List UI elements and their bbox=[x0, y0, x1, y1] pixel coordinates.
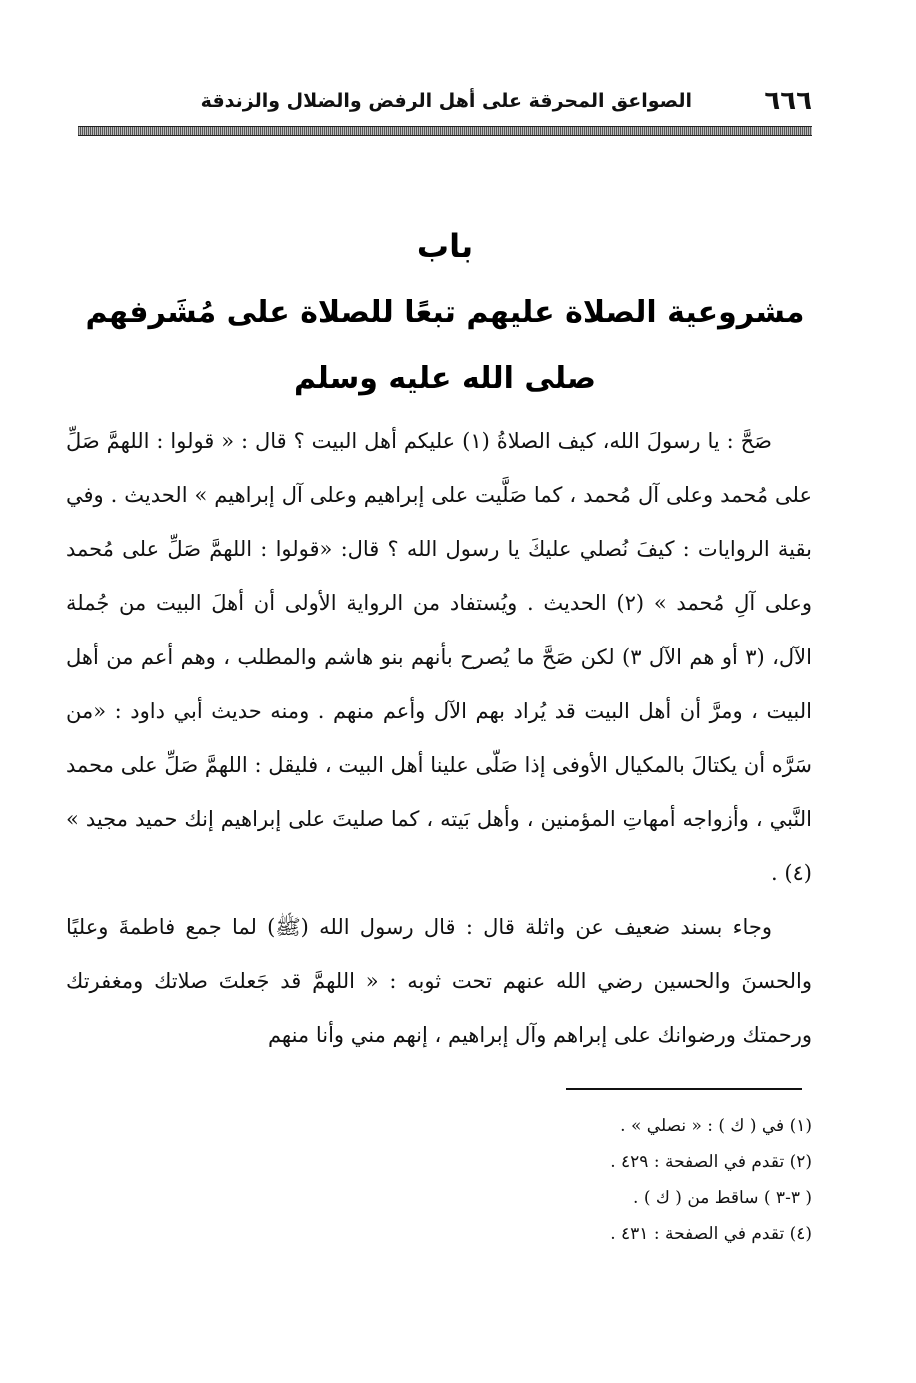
chapter-title-line-2: صلى الله عليه وسلم bbox=[293, 361, 596, 396]
footnote-3: ( ٣-٣ ) ساقط من ( ك ) . bbox=[633, 1188, 812, 1208]
footnote-separator bbox=[566, 1088, 802, 1090]
footnote-2: (٢) تقدم في الصفحة : ٤٢٩ . bbox=[610, 1152, 812, 1172]
footnote-1: (١) في ( ك ) : « نصلي » . bbox=[620, 1116, 812, 1136]
running-header bbox=[78, 84, 812, 120]
main-text bbox=[66, 414, 812, 900]
paragraph-1: صَحَّ : يا رسولَ الله، كيف الصلاةُ (١) عليكم أهل البيت ؟ قال : « قولوا : اللهمَّ صَلِّ على مُحمد وعلى آل مُحمد ، كما صَلَّيت على إبراهيم وعلى آل إبراهيم » الحديث . وفي بقية الروايات : كيفَ نُصلي عليكَ يا رسول الله ؟ قال: «قولوا : اللهمَّ صَلِّ على مُحمد وعلى آلِ مُحمد » (٢) الحديث . ويُستفاد من الرواية الأولى أن أهلَ البيت من جُملة الآل، (٣ أو هم الآل ٣) لكن صَحَّ ما يُصرح بأنهم بنو هاشم والمطلب ، وهم أعم من أهل البيت ، ومرَّ أن أهل البيت قد يُراد بهم الآل وأعم منهم . ومنه حديث أبي داود : «من سَرَّه أن يكتالَ بالمكيال الأوفى إذا صَلّى علينا أهل البيت ، فليقل : اللهمَّ صَلِّ على محمد النَّبي ، وأزواجه أمهاتِ المؤمنين ، وأهل بَيته ، كما صليتَ على إبراهيم إنك حميد مجيد » (٤) . bbox=[66, 429, 813, 885]
paragraph-2: وجاء بسند ضعيف عن واثلة قال : قال رسول الله (ﷺ) لما جمع فاطمةَ وعليًا والحسنَ والحسين رضي الله عنهم تحت ثوبه : « اللهمَّ قد جَعلتَ صلاتك ومغفرتك ورحمتك ورضوانك على إبراهم وآل إبراهيم ، إنهم مني وأنا منهم bbox=[66, 915, 812, 1047]
chapter-label: باب bbox=[416, 227, 474, 265]
header-rule bbox=[78, 126, 812, 136]
page-number: ٦٦٦ bbox=[764, 86, 812, 116]
running-title: الصواعق المحرقة على أهل الرفض والضلال والزندقة bbox=[200, 90, 692, 112]
footnote-4: (٤) تقدم في الصفحة : ٤٣١ . bbox=[610, 1224, 812, 1244]
main-text-continued bbox=[66, 900, 812, 1062]
chapter-title-line-1: مشروعية الصلاة عليهم تبعًا للصلاة على مُشَرفهم bbox=[85, 295, 805, 330]
footnotes bbox=[460, 1108, 812, 1252]
